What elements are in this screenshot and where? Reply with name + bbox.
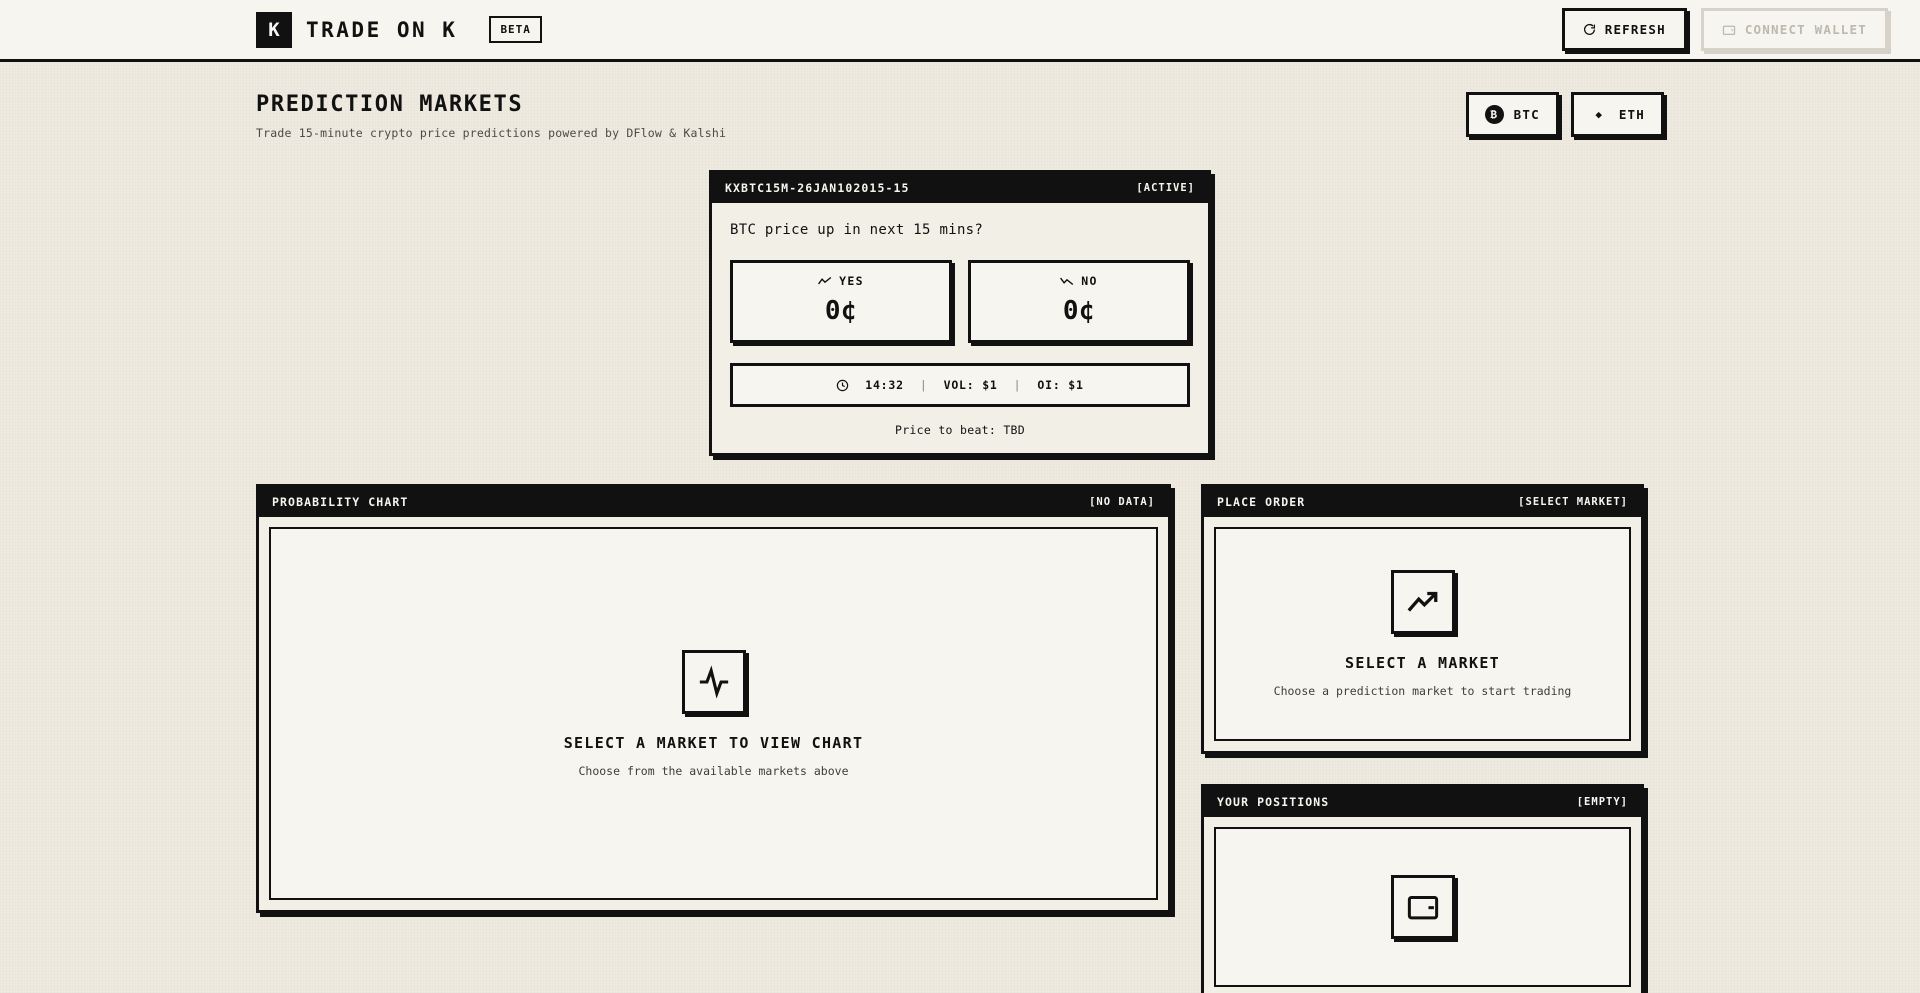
market-sides — [730, 260, 1190, 343]
asset-tab-btc-label: BTC — [1513, 107, 1540, 122]
yes-label: YES — [839, 274, 864, 288]
eth-icon: ◆ — [1595, 108, 1604, 121]
market-list — [256, 170, 1664, 456]
no-label: NO — [1081, 274, 1098, 288]
no-side-button[interactable] — [968, 260, 1190, 343]
asset-tab-eth-label: ETH — [1618, 107, 1645, 122]
price-to-beat: Price to beat: TBD — [894, 423, 1026, 437]
no-label-row — [981, 274, 1177, 288]
refresh-button[interactable] — [1562, 8, 1687, 51]
chart-empty-state — [269, 527, 1158, 900]
trend-up-box-icon — [1391, 570, 1455, 634]
order-empty-sub: Choose a prediction market to start trading — [1273, 684, 1572, 698]
market-question: BTC price up in next 15 mins? — [730, 222, 984, 238]
page-header — [256, 92, 1664, 140]
market-status-badge: [ACTIVE] — [1136, 182, 1195, 194]
activity-icon — [682, 650, 746, 714]
app-header — [0, 0, 1920, 62]
wallet-icon — [1722, 23, 1736, 37]
order-panel-title: PLACE ORDER — [1217, 495, 1306, 509]
wallet-empty-icon — [1391, 875, 1455, 939]
probability-chart-panel — [256, 484, 1171, 913]
order-panel-status: [SELECT MARKET] — [1518, 496, 1628, 508]
market-ticker: KXBTC15M-26JAN102015-15 — [725, 181, 910, 195]
lower-grid — [256, 484, 1664, 993]
logo-icon: K — [256, 12, 292, 48]
market-body — [712, 203, 1208, 453]
market-card[interactable] — [709, 170, 1211, 456]
order-empty-title: SELECT A MARKET — [1345, 654, 1500, 672]
order-empty-state — [1214, 527, 1631, 741]
trend-up-icon — [818, 276, 832, 286]
refresh-label: REFRESH — [1604, 22, 1666, 37]
market-stats — [730, 363, 1190, 407]
trend-down-icon — [1060, 276, 1074, 286]
brand — [256, 12, 542, 48]
chart-empty-sub: Choose from the available markets above — [578, 763, 849, 778]
yes-price: 0¢ — [824, 296, 858, 326]
chart-column — [256, 484, 1171, 913]
positions-empty-state — [1214, 827, 1631, 987]
asset-tabs — [1466, 92, 1664, 137]
page-title: PREDICTION MARKETS — [256, 92, 524, 117]
connect-wallet-label: CONNECT WALLET — [1744, 22, 1867, 37]
stats-separator-1: | — [919, 378, 928, 392]
positions-panel-title: YOUR POSITIONS — [1217, 795, 1330, 809]
clock-icon — [836, 379, 849, 392]
yes-side-button[interactable] — [730, 260, 952, 343]
your-positions-panel — [1201, 784, 1644, 993]
chart-empty-title: SELECT A MARKET TO VIEW CHART — [563, 733, 864, 752]
connect-wallet-button[interactable] — [1701, 8, 1888, 51]
stats-separator-2: | — [1013, 378, 1022, 392]
brand-title: TRADE ON K — [306, 17, 458, 42]
asset-tab-btc[interactable] — [1466, 92, 1559, 137]
chart-panel-status: [NO DATA] — [1089, 496, 1155, 508]
market-card-header — [712, 173, 1208, 203]
market-timer: 14:32 — [865, 378, 904, 392]
order-panel-header — [1204, 487, 1641, 517]
chart-panel-title: PROBABILITY CHART — [272, 495, 409, 509]
asset-tab-eth[interactable] — [1571, 92, 1664, 137]
chart-panel-header — [259, 487, 1168, 517]
page-content — [0, 62, 1920, 993]
yes-label-row — [743, 274, 939, 288]
btc-icon: ₿ — [1485, 105, 1504, 124]
market-open-interest: OI: $1 — [1037, 378, 1084, 392]
page-subtitle: Trade 15-minute crypto price predictions powered by DFlow & Kalshi — [256, 126, 727, 140]
header-actions — [1562, 8, 1888, 51]
no-price: 0¢ — [1062, 296, 1096, 326]
positions-panel-header — [1204, 787, 1641, 817]
market-volume: VOL: $1 — [943, 378, 998, 392]
side-column — [1201, 484, 1644, 993]
refresh-icon — [1583, 23, 1596, 36]
beta-badge: BETA — [489, 16, 542, 43]
positions-panel-status: [EMPTY] — [1576, 796, 1628, 808]
place-order-panel — [1201, 484, 1644, 754]
